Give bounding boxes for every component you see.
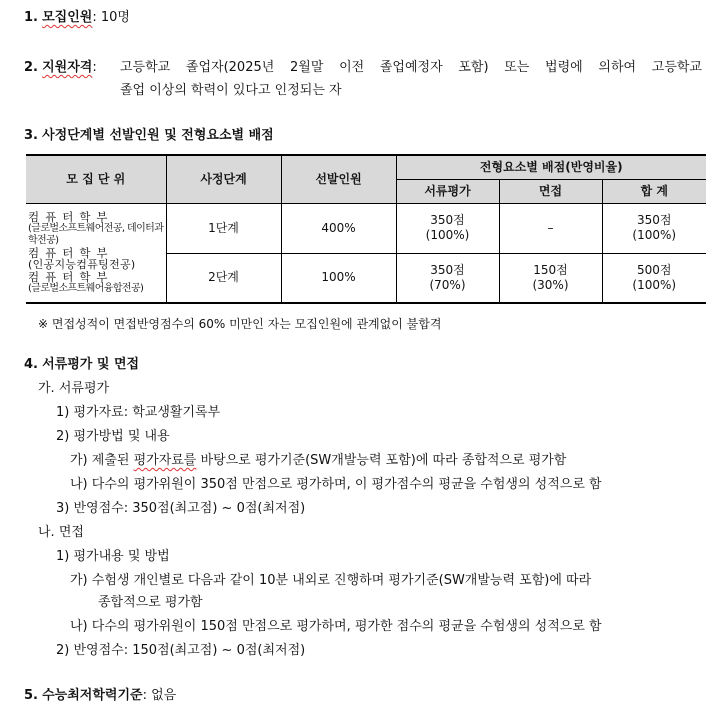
section-5-value: 없음 [151,688,177,703]
row1-interview [499,203,602,253]
row1-doc-ratio: (100%) [425,228,470,242]
section-2-title: 지원자격 [42,60,93,75]
row2-interview [499,253,602,303]
section-4-number: 4. [24,357,38,372]
interview-item-1: 1) 평가내용 및 방법 [56,549,170,564]
interview-item-1a-line-1: 가) 수험생 개인별로 다음과 같이 10분 내외로 진행하며 평가기준(SW개발능력 포함)에 따라 [70,573,592,588]
section-2-line-2: 졸업 이상의 학력이 있다고 인정되는 자 [120,83,342,98]
row1-selected: 400% [281,203,396,253]
section-2-number: 2. [24,60,38,75]
header-selected: 선발인원 [281,155,396,203]
section-1-value: 10명 [100,10,130,25]
section-2-heading [24,59,97,77]
unit-minor-3: (글로벌소프트웨어융합전공) [28,282,144,294]
header-unit: 모 집 단 위 [26,155,166,203]
row2-selected: 100% [281,253,396,303]
score-table [26,154,706,304]
section-3-title: 사정단계별 선발인원 및 전형요소별 배점 [42,128,274,143]
section-5-colon: : [142,688,147,703]
row2-total-ratio: (100%) [632,277,677,292]
interview-item-2: 2) 반영점수: 150점(최고점) ~ 0점(최저점) [56,643,306,658]
interview-item-1b: 나) 다수의 평가위원이 150점 만점으로 평가하며, 평가한 점수의 평균을 수험생의 성적으로 함 [70,619,602,634]
row2-doc-score: 350점 [430,262,465,277]
unit-major-3: 컴퓨터학부 [28,269,114,284]
section-2-line-1: 고등학교 졸업자(2025년 2월말 이전 졸업예정자 포함) 또는 법령에 의하여 고등학교 [120,60,702,75]
section-1-number: 1. [24,10,38,25]
section-3-heading [24,127,274,145]
doc-eval-item-1: 1) 평가자료: 학교생활기록부 [56,405,221,420]
doc-eval-label: 가. 서류평가 [38,381,110,396]
unit-cell [26,203,166,303]
section-4-heading [24,356,139,374]
section-4-title: 서류평가 및 면접 [42,357,140,372]
row1-interview-score: – [547,220,554,235]
row2-stage: 2단계 [166,253,281,303]
row2-interview-ratio: (30%) [532,277,569,292]
doc-eval-item-2b: 나) 다수의 평가위원이 350점 만점으로 평가하며, 이 평가점수의 평균을 수험생의 성적으로 함 [70,477,602,492]
section-1 [24,9,130,27]
row1-doc-score: 350점 [430,213,465,227]
unit-major-1: 컴퓨터학부 [28,209,114,224]
interview-item-1a-line-2: 종합적으로 평가함 [98,595,203,610]
row2-interview-score: 150점 [533,262,568,277]
row1-total-ratio: (100%) [632,228,677,242]
row2-total-score: 500점 [637,262,672,277]
row1-doc [396,203,499,253]
section-5 [24,687,176,705]
doc-eval-item-2a-pre: 가) 제출된 [70,453,134,468]
header-interview: 면접 [499,179,602,203]
header-doc: 서류평가 [396,179,499,203]
unit-minor-2: (인공지능컴퓨팅전공) [28,257,136,271]
doc-eval-item-2a-post: 바탕으로 평가기준(SW개발능력 포함)에 따라 종합적으로 평가함 [196,453,567,468]
doc-eval-item-3: 3) 반영점수: 350점(최고점) ~ 0점(최저점) [56,501,306,516]
doc-eval-item-2a-underlined: 평가자료를 [133,453,197,468]
interview-label: 나. 면접 [38,525,84,540]
header-total: 합 계 [602,179,706,203]
table-row [26,203,706,253]
header-group: 전형요소별 배점(반영비율) [396,155,706,179]
row1-total [602,203,706,253]
row2-total [602,253,706,303]
doc-eval-item-2: 2) 평가방법 및 내용 [56,429,170,444]
section-5-number: 5. [24,688,38,703]
section-1-colon: : [92,10,97,25]
unit-minor-1: (글로벌소프트웨어전공, 데이터과학전공) [28,222,164,246]
doc-eval-item-2a [70,452,566,470]
section-2-colon: : [92,60,97,75]
row1-total-score: 350점 [637,213,672,227]
row1-stage: 1단계 [166,203,281,253]
row2-doc [396,253,499,303]
header-stage: 사정단계 [166,155,281,203]
row2-doc-ratio: (70%) [429,277,466,292]
table-note: ※ 면접성적이 면접반영점수의 60% 미만인 자는 모집인원에 관계없이 불합격 [38,317,442,331]
section-1-title: 모집인원 [42,10,93,25]
unit-major-2: 컴퓨터학부 [28,245,114,260]
section-5-title: 수능최저학력기준 [42,688,143,703]
section-3-number: 3. [24,128,38,143]
